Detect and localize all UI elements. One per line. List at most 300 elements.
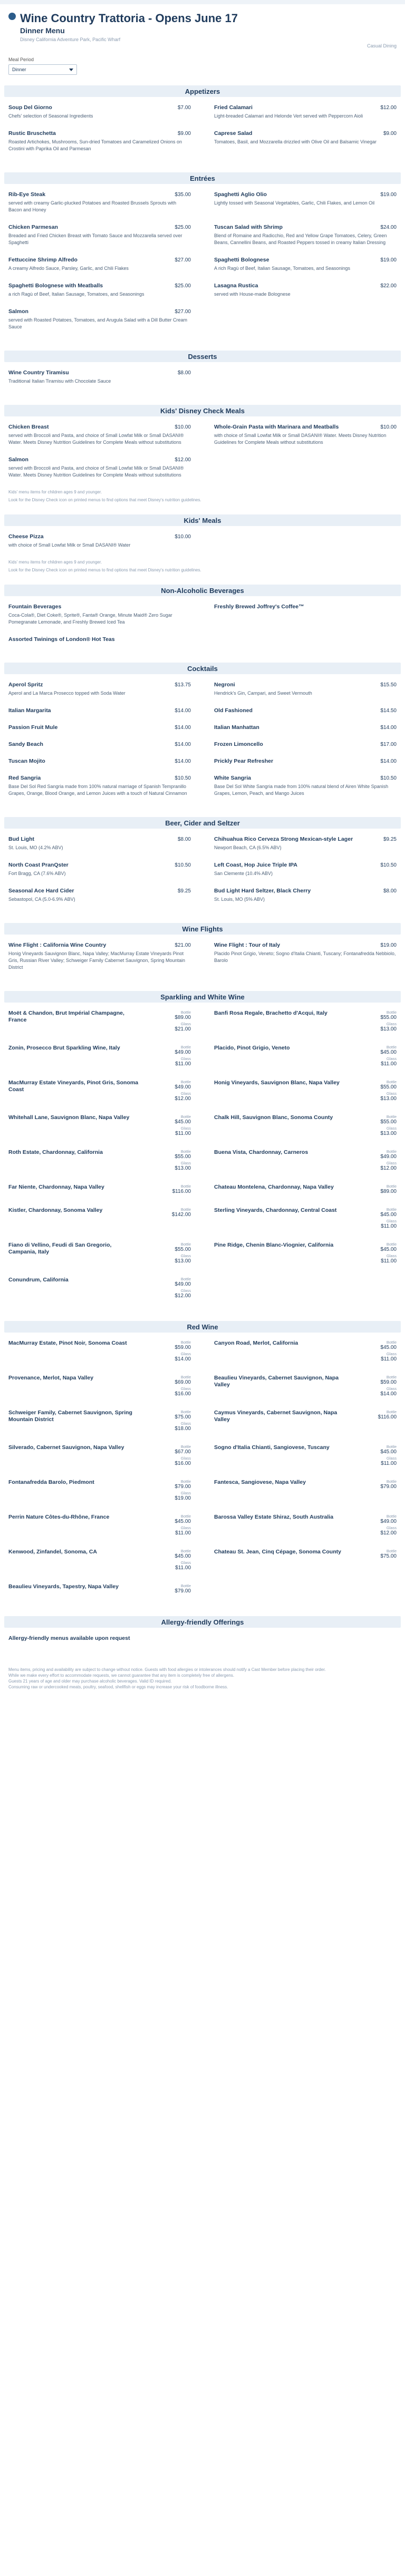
menu-item-header — [8, 456, 191, 463]
wine-prices — [159, 1583, 191, 1595]
menu-item — [214, 604, 397, 626]
menu-item-header — [214, 836, 397, 842]
wine-prices — [159, 1549, 191, 1572]
menu-item-header — [8, 942, 191, 948]
wine-item — [214, 1409, 397, 1433]
menu-item — [214, 257, 397, 272]
wine-item-row — [8, 1514, 191, 1537]
menu-item-name: Spaghetti Aglio Olio — [214, 191, 267, 198]
menu-item-header — [214, 741, 397, 747]
wine-item-row — [8, 1184, 191, 1195]
menu-item-price: $9.00 — [177, 131, 191, 137]
menu-item-header — [8, 862, 191, 868]
menu-item — [214, 283, 397, 298]
menu-item-header — [8, 741, 191, 747]
price-label: Glass — [180, 1253, 191, 1258]
wine-list — [8, 1010, 397, 1311]
wine-item — [8, 1080, 191, 1103]
menu-item-description: Blend of Romaine and Radicchio, Red and Yellow Grape Tomatoes, Celery, Green Beans, Cannellini Beans, and Roasted Peppers tossed in creamy Italian Dressing — [214, 233, 387, 245]
section-body-sparkling-and-white-wine — [0, 1003, 405, 1315]
price-label: Bottle — [180, 1583, 191, 1588]
price-label: Bottle — [386, 1340, 397, 1345]
price-value: $49.00 — [380, 1154, 397, 1160]
wine-item-row — [214, 1409, 397, 1423]
menu-item-price: $17.00 — [380, 742, 397, 747]
menu-item-header — [8, 104, 191, 111]
menu-item-header — [8, 224, 191, 230]
wine-name: Beaulieu Vineyards, Cabernet Sauvignon, Napa Valley — [214, 1375, 339, 1388]
wine-item — [8, 1114, 191, 1138]
allergy-text: Allergy-friendly menus available upon request — [8, 1635, 130, 1641]
menu-item — [214, 775, 397, 797]
price-value: $11.00 — [381, 1258, 397, 1264]
section-body-appetizers — [0, 97, 405, 166]
price-value: $12.00 — [380, 1530, 397, 1536]
menu-item — [214, 862, 397, 877]
price-value: $45.00 — [380, 1212, 397, 1218]
wine-item — [8, 1479, 191, 1502]
wine-name: Placido, Pinot Grigio, Veneto — [214, 1045, 290, 1051]
price-value: $55.00 — [380, 1084, 397, 1090]
footer-line: While we make every effort to accommodate requests, we cannot guarantee that any item is completely free of allergens. — [8, 1673, 235, 1678]
section-header-cocktails: Cocktails — [4, 663, 401, 674]
wine-prices — [365, 1080, 397, 1103]
wine-item — [8, 1045, 191, 1068]
price-label: Bottle — [386, 1242, 397, 1247]
menu-item-price: $10.50 — [175, 862, 191, 868]
meal-period-selected: Dinner — [12, 67, 26, 72]
wine-item — [214, 1549, 397, 1572]
menu-item-description: Newport Beach, CA (6.5% ABV) — [214, 845, 282, 850]
menu-item — [8, 191, 191, 213]
wine-item-row — [214, 1479, 397, 1491]
wine-item-row — [214, 1149, 397, 1172]
wine-prices — [365, 1549, 397, 1560]
price-label: Glass — [180, 1421, 191, 1426]
menu-item-price: $14.50 — [380, 708, 397, 714]
menu-item-name: Salmon — [8, 308, 28, 315]
price-label: Glass — [180, 1091, 191, 1096]
wine-item-row — [214, 1184, 397, 1195]
wine-prices — [365, 1184, 397, 1195]
section-note: Look for the Disney Check icon on printed menus to find options that meet Disney's nutrition guidelines. — [8, 568, 201, 572]
section-body-wine-flights — [0, 935, 405, 985]
meal-period-picker — [0, 47, 405, 79]
menu-item-price: $9.25 — [177, 888, 191, 894]
menu-item-header — [8, 775, 191, 781]
menu-item-header — [8, 424, 191, 430]
price-label: Glass — [386, 1253, 397, 1258]
menu-item-description: A rich Ragù of Beef, Italian Sausage, Tomatoes, and Seasonings — [214, 266, 351, 271]
menu-item-header — [8, 370, 191, 376]
price-label: Glass — [386, 1161, 397, 1165]
wine-prices — [365, 1045, 397, 1068]
menu-item-header — [214, 104, 397, 111]
item-list — [8, 191, 397, 341]
price-value: $79.00 — [175, 1588, 191, 1594]
menu-item-price: $9.00 — [383, 131, 397, 137]
wine-prices — [159, 1080, 191, 1103]
wine-item — [214, 1242, 397, 1265]
allergy-item — [8, 1635, 202, 1641]
price-value: $59.00 — [380, 1379, 397, 1385]
wine-name: Fontanafredda Barolo, Piedmont — [8, 1479, 94, 1485]
menu-item-price: $27.00 — [175, 257, 191, 263]
item-list — [8, 533, 202, 549]
price-label: Glass — [386, 1056, 397, 1061]
menu-item-description: San Clemente (10.4% ABV) — [214, 871, 273, 876]
menu-item-header — [8, 682, 191, 688]
item-list — [8, 104, 397, 163]
page-title: Wine Country Trattoria - Opens June 17 — [20, 12, 238, 25]
menu-item-price: $19.00 — [380, 192, 397, 198]
wine-name: MacMurray Estate, Pinot Noir, Sonoma Coast — [8, 1340, 127, 1346]
menu-item-name: Salmon — [8, 456, 28, 463]
wine-item-row — [214, 1080, 397, 1103]
menu-item — [8, 533, 191, 549]
allergy-body — [0, 1628, 405, 1655]
wine-name: Buena Vista, Chardonnay, Carneros — [214, 1149, 308, 1155]
price-value: $49.00 — [380, 1519, 397, 1524]
wine-item-row — [214, 1045, 397, 1068]
menu-item-name: Prickly Pear Refresher — [214, 758, 274, 764]
wine-name: Pine Ridge, Chenin Blanc-Viognier, California — [214, 1242, 334, 1248]
menu-item-price: $19.00 — [380, 257, 397, 263]
price-label: Glass — [180, 1056, 191, 1061]
menu-item-price: $12.00 — [175, 457, 191, 463]
menu-item-description: Hendrick's Gin, Campari, and Sweet Vermouth — [214, 691, 312, 696]
section-body-kids-meals — [0, 526, 405, 578]
menu-item-name: Passion Fruit Mule — [8, 724, 58, 731]
menu-item — [8, 741, 191, 747]
wine-item — [214, 1207, 397, 1230]
wine-prices — [159, 1409, 191, 1433]
menu-item-description: served with Roasted Potatoes, Tomatoes, and Arugula Salad with a Dill Butter Cream Sauce — [8, 317, 188, 329]
menu-item-description: Traditional Italian Tiramisu with Chocolate Sauce — [8, 378, 111, 384]
price-value: $16.00 — [175, 1461, 191, 1466]
menu-item — [214, 191, 397, 213]
price-label: Glass — [180, 1491, 191, 1495]
wine-item-row — [8, 1010, 191, 1033]
meal-period-select[interactable] — [8, 64, 77, 75]
price-label: Glass — [180, 1456, 191, 1461]
section-note: Kids' menu items for children ages 9 and younger. — [8, 490, 102, 494]
top-bar — [0, 0, 405, 4]
wine-item-row — [8, 1583, 191, 1595]
price-label: Glass — [180, 1352, 191, 1356]
menu-item-header — [214, 942, 397, 948]
menu-item-price: $10.00 — [380, 424, 397, 430]
menu-item-header — [8, 257, 191, 263]
menu-item-description: A creamy Alfredo Sauce, Parsley, Garlic, and Chili Flakes — [8, 266, 129, 271]
menu-item-price: $7.00 — [177, 105, 191, 111]
menu-item-header — [8, 707, 191, 714]
menu-item — [8, 836, 191, 851]
menu-item — [8, 130, 191, 152]
price-label: Glass — [180, 1126, 191, 1131]
menu-item-description: served with House-made Bolognese — [214, 291, 291, 297]
menu-item — [214, 724, 397, 731]
menu-item-price: $25.00 — [175, 283, 191, 289]
price-label: Glass — [386, 1456, 397, 1461]
wine-item-row — [8, 1409, 191, 1433]
menu-subtitle: Dinner Menu — [20, 26, 65, 35]
price-value: $14.00 — [380, 1391, 397, 1397]
price-value: $55.00 — [175, 1154, 191, 1160]
menu-item-name: Soup Del Giorno — [8, 104, 52, 111]
menu-item — [8, 682, 191, 697]
menu-item — [214, 942, 397, 971]
menu-item — [214, 741, 397, 747]
price-value: $116.00 — [378, 1414, 397, 1420]
menu-item-header — [214, 283, 397, 289]
location-text: Disney California Adventure Park, Pacific Wharf — [20, 37, 121, 42]
wine-prices — [159, 1114, 191, 1138]
wine-item-row — [214, 1444, 397, 1467]
menu-item — [214, 707, 397, 714]
menu-item-header — [8, 636, 191, 643]
wine-item-row — [8, 1045, 191, 1068]
menu-item-name: Aperol Spritz — [8, 682, 43, 688]
menu-item-header — [8, 308, 191, 315]
price-label: Bottle — [386, 1114, 397, 1119]
section-body-beer-cider-and-seltzer — [0, 829, 405, 917]
menu-item-price: $10.50 — [380, 775, 397, 781]
menu-item-name: Frozen Limoncello — [214, 741, 263, 747]
wine-prices — [159, 1010, 191, 1033]
restaurant-logo-icon — [8, 13, 16, 20]
price-label: Bottle — [180, 1340, 191, 1345]
section-header-kids-meals: Kids' Meals — [4, 514, 401, 526]
menu-item-header — [214, 682, 397, 688]
price-value: $79.00 — [380, 1484, 397, 1490]
price-value: $89.00 — [175, 1015, 191, 1020]
menu-item-description: Base Del Sol White Sangria made from 100% natural blend of Airen White Spanish Grapes, Lemon, Peach, and Mango Juices — [214, 784, 389, 796]
price-value: $11.00 — [175, 1061, 191, 1067]
price-label: Glass — [180, 1022, 191, 1026]
wine-prices — [365, 1340, 397, 1363]
wine-prices — [159, 1444, 191, 1467]
wine-prices — [159, 1207, 191, 1219]
price-value: $11.00 — [175, 1131, 191, 1136]
item-list — [8, 604, 397, 653]
menu-item-price: $10.50 — [175, 775, 191, 781]
menu-item — [8, 888, 191, 903]
menu-item — [8, 758, 191, 764]
menu-item-description: Roasted Artichokes, Mushrooms, Sun-dried Tomatoes and Caramelized Onions on Crostini with Paprika Oil and Parmesan — [8, 139, 182, 151]
wine-name: Moët & Chandon, Brut Impérial Champagne, France — [8, 1010, 124, 1023]
menu-item-name: Wine Flight : Tour of Italy — [214, 942, 281, 948]
price-value: $11.00 — [381, 1461, 397, 1466]
price-value: $116.00 — [172, 1189, 191, 1194]
wine-name: Roth Estate, Chardonnay, California — [8, 1149, 103, 1155]
wine-item-row — [214, 1549, 397, 1560]
price-value: $59.00 — [175, 1345, 191, 1350]
menu-item-header — [214, 257, 397, 263]
menu-item-description: Fort Bragg, CA (7.6% ABV) — [8, 871, 66, 876]
menu-item-price: $14.00 — [175, 708, 191, 714]
wine-item — [214, 1149, 397, 1172]
wine-item-row — [8, 1444, 191, 1467]
price-label: Glass — [180, 1560, 191, 1565]
item-list — [8, 836, 397, 913]
wine-item-row — [8, 1277, 191, 1300]
price-label: Bottle — [180, 1207, 191, 1212]
wine-item-row — [8, 1549, 191, 1572]
price-label: Bottle — [180, 1479, 191, 1484]
price-label: Glass — [386, 1126, 397, 1131]
menu-item-name: Bud Light — [8, 836, 34, 842]
menu-item-description: Aperol and La Marca Prosecco topped with Soda Water — [8, 691, 126, 696]
wine-prices — [159, 1149, 191, 1172]
menu-item — [8, 257, 191, 272]
price-value: $142.00 — [171, 1212, 191, 1218]
wine-name: Perrin Nature Côtes-du-Rhône, France — [8, 1514, 110, 1520]
menu-item-price: $10.50 — [380, 862, 397, 868]
section-header-wine-flights: Wine Flights — [4, 923, 401, 935]
price-label: Glass — [386, 1091, 397, 1096]
wine-prices — [159, 1375, 191, 1398]
menu-item — [8, 370, 191, 385]
price-label: Glass — [180, 1161, 191, 1165]
price-label: Glass — [180, 1386, 191, 1391]
price-value: $12.00 — [380, 1165, 397, 1171]
menu-item-header — [214, 775, 397, 781]
wine-prices — [159, 1184, 191, 1195]
menu-item — [214, 758, 397, 764]
menu-item-name: Caprese Salad — [214, 130, 253, 137]
price-value: $11.00 — [175, 1565, 191, 1571]
menu-item — [8, 775, 191, 797]
menu-item-name: Negroni — [214, 682, 235, 688]
wine-item — [214, 1444, 397, 1467]
price-label: Bottle — [180, 1375, 191, 1379]
price-label: Bottle — [180, 1080, 191, 1084]
wine-item — [8, 1514, 191, 1537]
menu-item-description: Sebastopol, CA (5.0-6.9% ABV) — [8, 897, 75, 902]
section-header-non-alcoholic-beverages: Non-Alcoholic Beverages — [4, 585, 401, 596]
price-value: $45.00 — [380, 1345, 397, 1350]
menu-item-name: Red Sangria — [8, 775, 41, 781]
wine-item-row — [214, 1010, 397, 1033]
price-value: $11.00 — [381, 1061, 397, 1067]
price-label: Bottle — [180, 1149, 191, 1154]
menu-item-name: Lasagna Rustica — [214, 283, 258, 289]
menu-item — [8, 308, 191, 330]
price-label: Bottle — [386, 1514, 397, 1519]
wine-name: Whitehall Lane, Sauvignon Blanc, Napa Valley — [8, 1114, 130, 1121]
wine-prices — [159, 1479, 191, 1502]
menu-item-description: served with Broccoli and Pasta, and choice of Small Lowfat Milk or Small DASANI® Water. Meets Disney Nutrition Guidelines for Complete Meals without substitutions — [8, 433, 184, 445]
menu-item-price: $14.00 — [380, 759, 397, 764]
menu-item-description: Base Del Sol Red Sangria made from 100% natural marriage of Spanish Tempranillo Grapes, Orange, Blood Orange, and Lemon Juices with a touch of Natural Cinnamon — [8, 784, 187, 796]
menu-item-description: Coca-Cola®, Diet Coke®, Sprite®, Fanta® Orange, Minute Maid® Zero Sugar Pomegranate Lemonade, and Freshly Brewed Iced Tea — [8, 613, 172, 625]
wine-item — [8, 1444, 191, 1467]
menu-item-price: $9.25 — [383, 837, 397, 842]
wine-sections — [0, 991, 405, 1610]
menu-item-name: Bud Light Hard Seltzer, Black Cherry — [214, 888, 311, 894]
price-label: Bottle — [386, 1409, 397, 1414]
price-value: $45.00 — [175, 1119, 191, 1125]
menu-item — [214, 130, 397, 152]
price-value: $11.00 — [381, 1223, 397, 1229]
menu-item-name: Fettuccine Shrimp Alfredo — [8, 257, 78, 263]
menu-item-price: $19.00 — [380, 942, 397, 948]
menu-item-price: $27.00 — [175, 309, 191, 315]
price-label: Bottle — [180, 1549, 191, 1553]
wine-prices — [365, 1242, 397, 1265]
menu-item-name: Cheese Pizza — [8, 533, 44, 540]
wine-item-row — [8, 1114, 191, 1138]
menu-item — [8, 636, 191, 643]
wine-prices — [365, 1409, 397, 1423]
menu-item-header — [214, 130, 397, 137]
menu-item-name: North Coast PranQster — [8, 862, 69, 868]
price-value: $45.00 — [175, 1553, 191, 1559]
price-value: $11.00 — [381, 1356, 397, 1362]
section-body-entr-es — [0, 184, 405, 344]
wine-name: Fiano di Vellino, Feudi di San Gregorio, Campania, Italy — [8, 1242, 112, 1255]
menu-item-description: Tomatoes, Basil, and Mozzarella drizzled with Olive Oil and Balsamic Vinegar — [214, 139, 377, 144]
menu-item-description: St. Louis, MO (4.2% ABV) — [8, 845, 63, 850]
wine-name: Provenance, Merlot, Napa Valley — [8, 1375, 94, 1381]
menu-item-price: $13.75 — [175, 682, 191, 688]
wine-name: Silverado, Cabernet Sauvignon, Napa Valley — [8, 1444, 124, 1451]
price-value: $49.00 — [175, 1281, 191, 1287]
section-body-desserts — [0, 362, 405, 398]
menu-item-name: Chicken Parmesan — [8, 224, 58, 230]
wine-name: Canyon Road, Merlot, California — [214, 1340, 298, 1346]
wine-list — [8, 1340, 397, 1607]
wine-prices — [365, 1375, 397, 1398]
menu-item-description: Placido Pinot Grigio, Veneto; Sogno d'Italia Chianti, Tuscany; Fontanafredda Nebbiolo, Barolo — [214, 951, 396, 963]
wine-name: Caymus Vineyards, Cabernet Sauvignon, Napa Valley — [214, 1409, 338, 1423]
wine-name: Zonin, Prosecco Brut Sparkling Wine, Italy — [8, 1045, 120, 1051]
menu-item — [214, 682, 397, 697]
wine-item — [8, 1010, 191, 1033]
price-label: Bottle — [386, 1045, 397, 1049]
section-note: Look for the Disney Check icon on printed menus to find options that meet Disney's nutrition guidelines. — [8, 498, 201, 502]
wine-prices — [365, 1207, 397, 1230]
footer-line: Menu items, pricing and availability are subject to change without notice. Guests with food allergies or intolerances should notify a Cast Member before placing their order. — [8, 1667, 326, 1672]
menu-item-name: Italian Manhattan — [214, 724, 259, 731]
menu-item-name: Freshly Brewed Joffrey's Coffee™ — [214, 604, 304, 610]
menu-item-name: Rib-Eye Steak — [8, 191, 46, 198]
menu-item-name: Spaghetti Bolognese — [214, 257, 269, 263]
menu-item-price: $12.00 — [380, 105, 397, 111]
wine-prices — [159, 1242, 191, 1265]
price-value: $13.00 — [380, 1096, 397, 1102]
wine-item-row — [8, 1080, 191, 1103]
price-label: Bottle — [386, 1149, 397, 1154]
price-value: $12.00 — [175, 1096, 191, 1102]
menu-item-header — [214, 862, 397, 868]
price-label: Bottle — [386, 1444, 397, 1449]
price-label: Bottle — [180, 1242, 191, 1247]
price-value: $55.00 — [380, 1119, 397, 1125]
wine-item — [8, 1583, 191, 1595]
menu-item-header — [8, 604, 191, 610]
wine-name: Conundrum, California — [8, 1277, 69, 1283]
price-value: $13.00 — [175, 1258, 191, 1264]
menu-item-header — [8, 724, 191, 731]
menu-item-description: a rich Ragù of Beef, Italian Sausage, Tomatoes, and Seasonings — [8, 291, 144, 297]
menu-item-price: $25.00 — [175, 225, 191, 230]
section-header-entr-es: Entrées — [4, 172, 401, 184]
wine-prices — [159, 1045, 191, 1068]
menu-item-header — [214, 191, 397, 198]
item-list — [8, 424, 397, 489]
